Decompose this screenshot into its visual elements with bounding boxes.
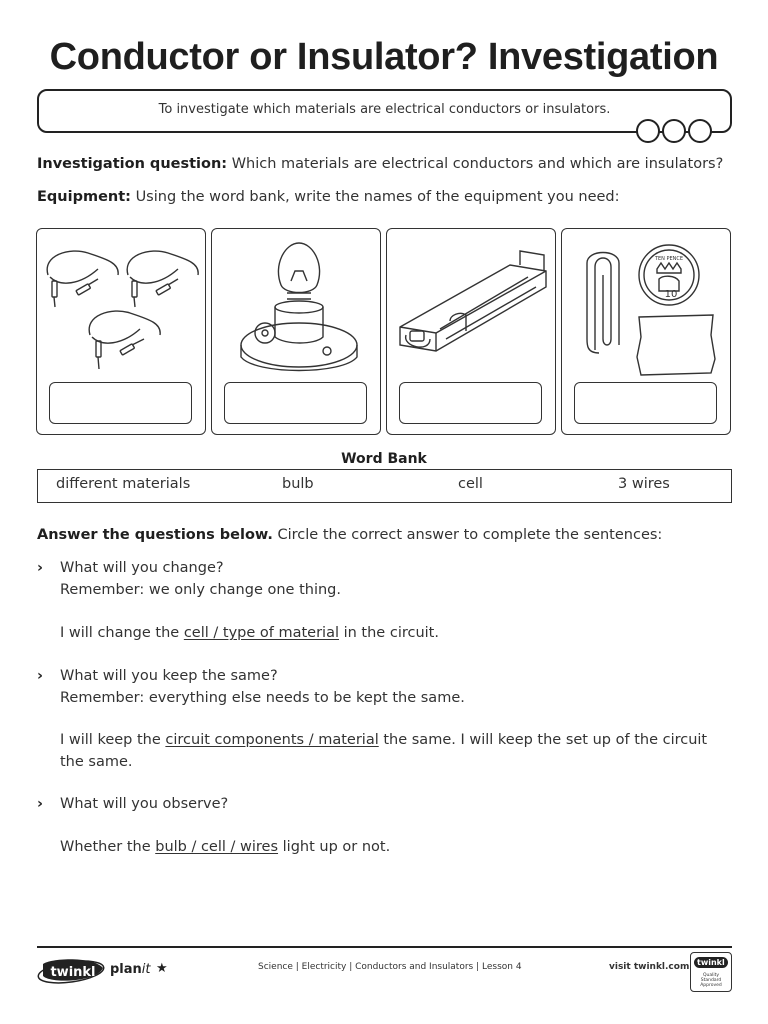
question-text: What will you keep the same? <box>60 668 278 684</box>
investigation-question <box>37 154 723 174</box>
coin-text: TEN PENCE <box>654 256 684 262</box>
equipment-label: Equipment: <box>37 189 131 205</box>
answer-box-4[interactable] <box>574 382 717 424</box>
answer-box-1[interactable] <box>49 382 192 424</box>
answer-box-3[interactable] <box>399 382 542 424</box>
answer-options[interactable]: cell / type of material <box>183 625 339 641</box>
objective-text: To investigate which materials are electrical conductors or insulators. <box>158 102 611 117</box>
equipment-card-materials <box>561 228 731 435</box>
question-keep-same <box>37 665 737 773</box>
footer-breadcrumb: Science | Electricity | Conductors and Insulators | Lesson 4 <box>258 962 522 972</box>
bullet-icon: › <box>37 560 43 576</box>
quality-badge <box>690 952 732 992</box>
footer-rule <box>37 946 732 948</box>
twinkl-logo <box>37 954 107 988</box>
question-text: What will you observe? <box>60 796 229 812</box>
word-bank-word: cell <box>458 476 483 492</box>
equipment-card-cell <box>386 228 556 435</box>
word-bank <box>37 469 732 503</box>
equipment-card-bulb <box>211 228 381 435</box>
question-reminder: Remember: we only change one thing. <box>60 582 341 598</box>
question-reminder: Remember: everything else needs to be kept the same. <box>60 690 465 706</box>
instructions-label: Answer the questions below. <box>37 527 273 543</box>
equipment-line <box>37 187 620 207</box>
bullet-icon: › <box>37 668 43 684</box>
answer-sentence: Whether the bulb / cell / wires light up or not. <box>60 839 391 855</box>
answer-sentence: I will change the cell / type of material in the circuit. <box>60 625 439 641</box>
objective-box <box>37 89 732 133</box>
bullet-icon: › <box>37 796 43 812</box>
battery-holder-icon <box>390 235 552 380</box>
objective-circles <box>636 119 712 143</box>
answer-options[interactable]: bulb / cell / wires <box>155 839 279 855</box>
instructions-text: Circle the correct answer to complete the sentences: <box>277 527 663 543</box>
page-title: Conductor or Insulator? Investigation <box>49 36 719 78</box>
instructions <box>37 525 662 545</box>
badge-brand: twinkl <box>694 957 728 968</box>
investigation-question-text: Which materials are electrical conductors and which are insulators? <box>231 156 724 172</box>
answer-box-2[interactable] <box>224 382 367 424</box>
word-bank-word: different materials <box>56 476 191 492</box>
wires-icon <box>40 235 202 380</box>
word-bank-word: bulb <box>282 476 314 492</box>
equipment-card-wires <box>36 228 206 435</box>
word-bank-word: 3 wires <box>618 476 670 492</box>
materials-icon <box>565 235 727 380</box>
answer-options[interactable]: circuit components / material <box>165 732 379 748</box>
bulb-holder-icon <box>215 235 377 380</box>
answer-sentence: I will keep the circuit components / material the same. I will keep the set up of the circuit the same. <box>60 732 708 770</box>
planit-logo: planit <box>110 962 151 977</box>
footer-brand: twinkl <box>50 965 96 980</box>
coin-value: 10 <box>664 289 678 300</box>
badge-text: Quality Standard Approved <box>700 973 722 988</box>
star-icon: ★ <box>156 961 168 976</box>
question-change <box>37 557 737 644</box>
question-observe <box>37 793 737 858</box>
footer-visit-link[interactable]: visit twinkl.com <box>609 962 690 972</box>
question-text: What will you change? <box>60 560 224 576</box>
equipment-text: Using the word bank, write the names of the equipment you need: <box>135 189 620 205</box>
investigation-question-label: Investigation question: <box>37 156 228 172</box>
word-bank-title: Word Bank <box>341 451 427 467</box>
